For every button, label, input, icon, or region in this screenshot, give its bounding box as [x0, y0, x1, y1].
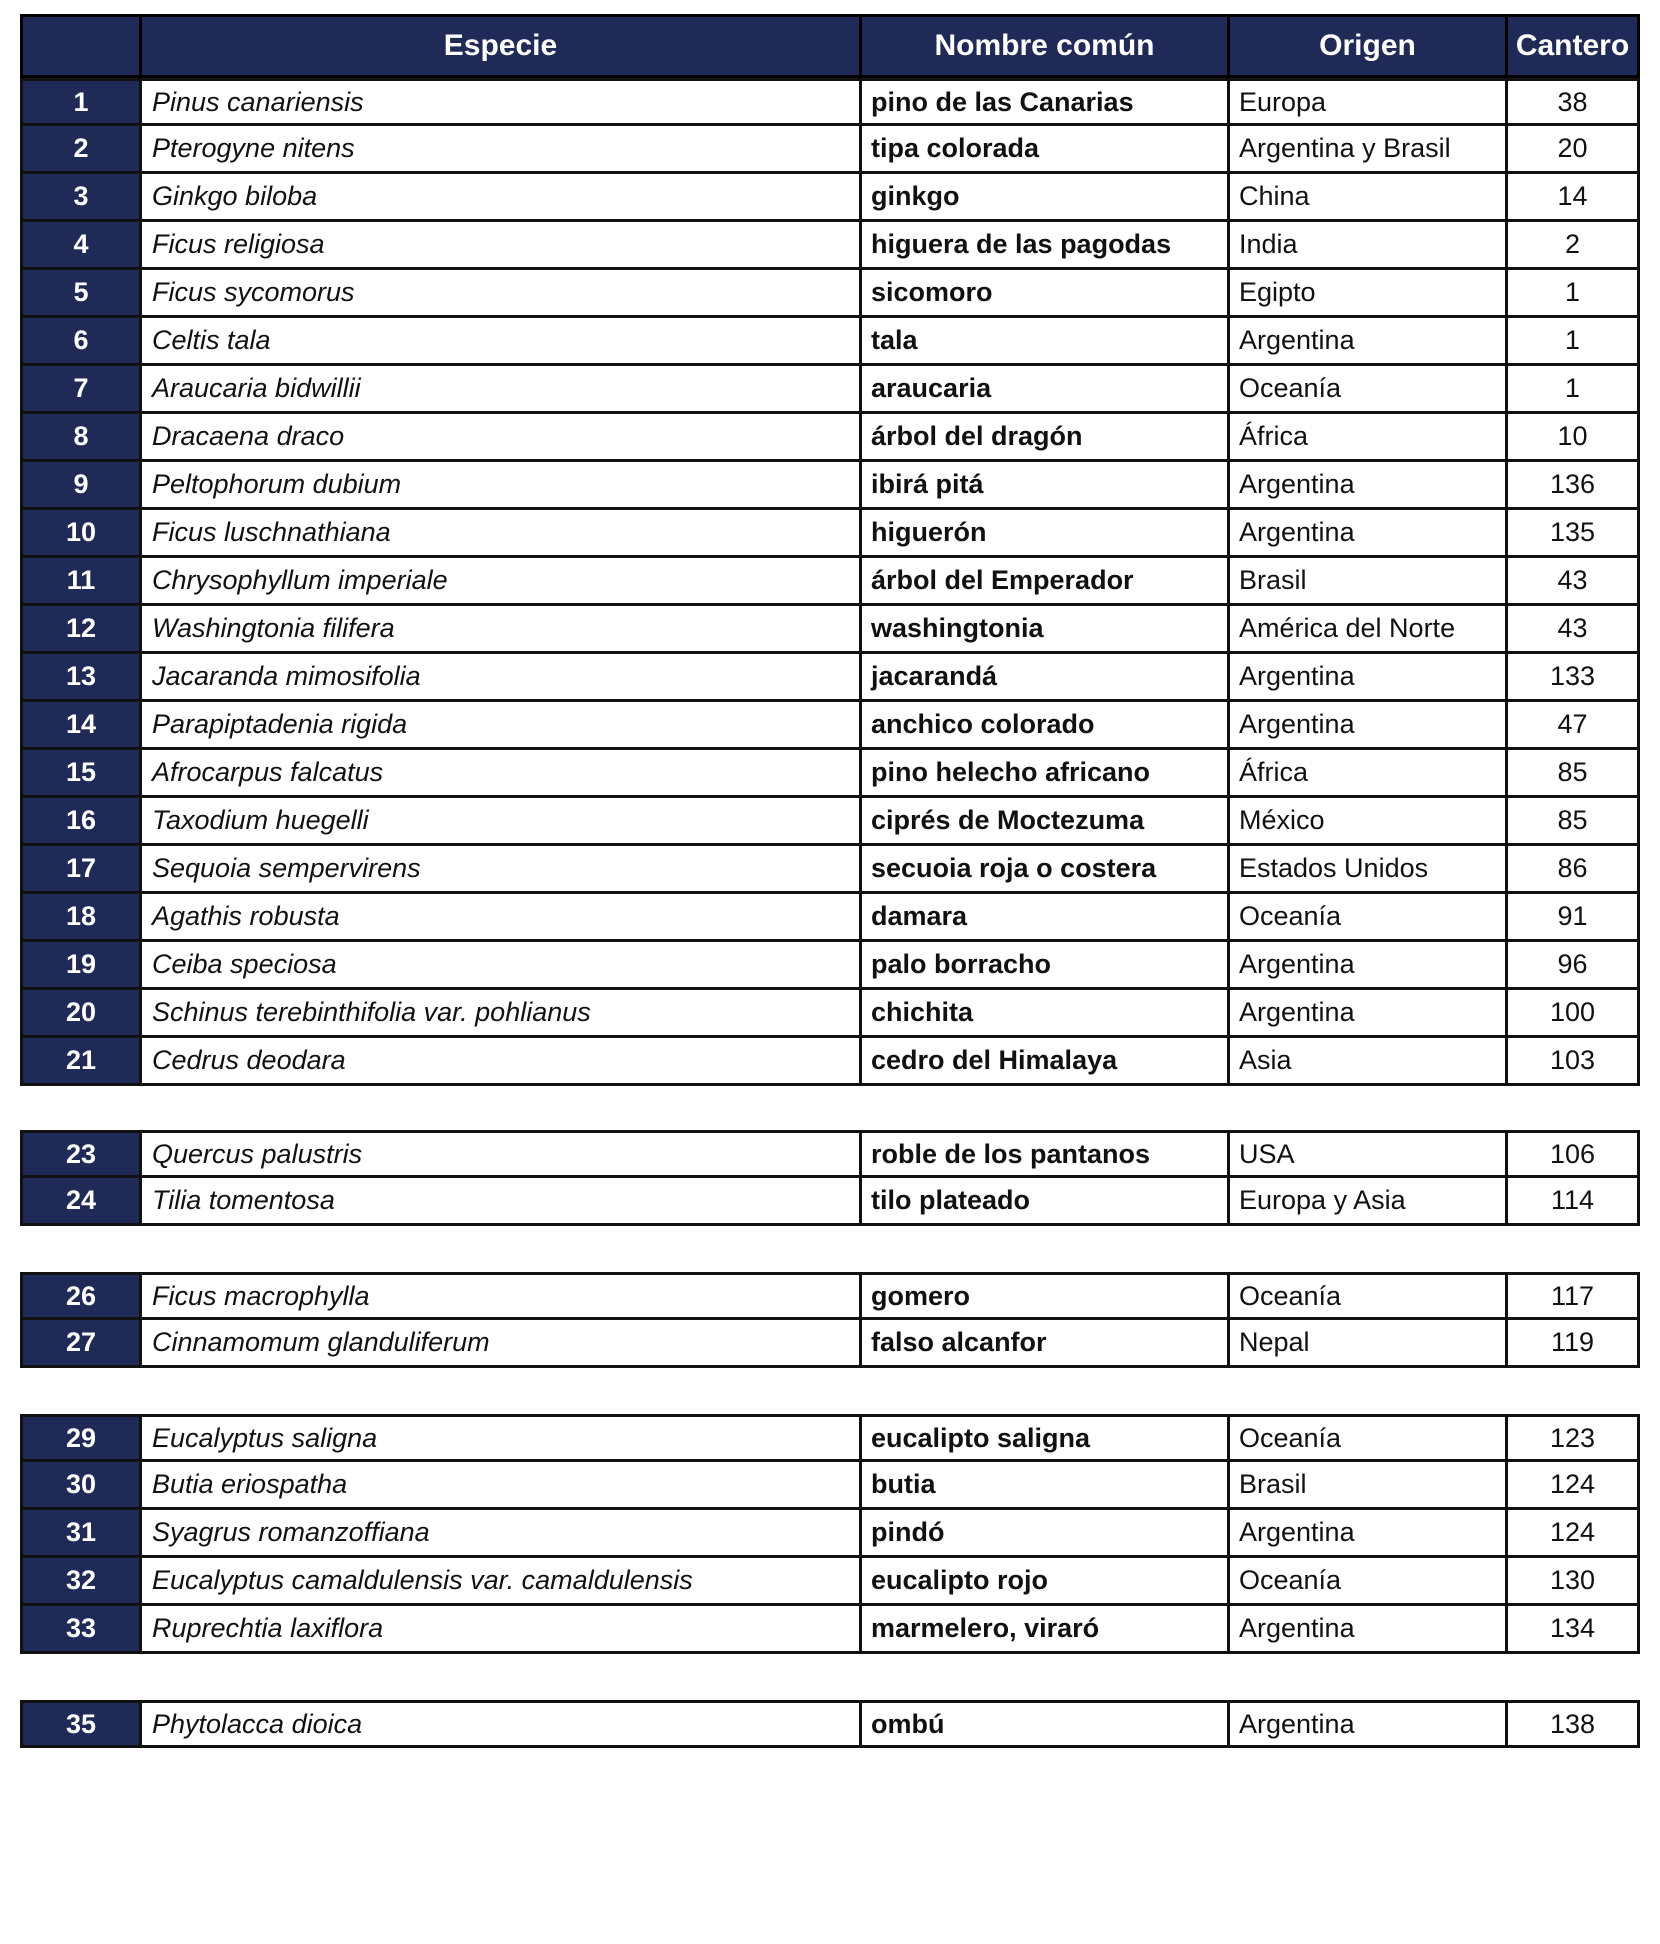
column-header-cantero: Cantero: [1508, 14, 1640, 78]
table-row: [20, 606, 1640, 654]
cell-especie: Ceiba speciosa: [142, 942, 862, 990]
cell-cantero: 85: [1508, 750, 1640, 798]
cell-cantero: 123: [1508, 1414, 1640, 1462]
table-row: [20, 366, 1640, 414]
cell-origen: Oceanía: [1230, 1414, 1508, 1462]
cell-nombre-comun: chichita: [862, 990, 1230, 1038]
cell-nombre-comun: falso alcanfor: [862, 1320, 1230, 1368]
cell-origen: Argentina y Brasil: [1230, 126, 1508, 174]
cell-nombre-comun: palo borracho: [862, 942, 1230, 990]
cell-origen: Europa: [1230, 78, 1508, 126]
table-row: [20, 1038, 1640, 1086]
cell-nombre-comun: tipa colorada: [862, 126, 1230, 174]
row-number: 15: [20, 750, 142, 798]
cell-origen: Oceanía: [1230, 894, 1508, 942]
cell-nombre-comun: ombú: [862, 1700, 1230, 1748]
cell-cantero: 100: [1508, 990, 1640, 1038]
row-number: 7: [20, 366, 142, 414]
table-body-3: [20, 1272, 1640, 1368]
row-number: 3: [20, 174, 142, 222]
cell-cantero: 96: [1508, 942, 1640, 990]
cell-cantero: 138: [1508, 1700, 1640, 1748]
table-body-5: [20, 1700, 1640, 1748]
cell-cantero: 136: [1508, 462, 1640, 510]
cell-especie: Cedrus deodara: [142, 1038, 862, 1086]
row-number: 11: [20, 558, 142, 606]
cell-especie: Tilia tomentosa: [142, 1178, 862, 1226]
row-number: 4: [20, 222, 142, 270]
block-separator: [20, 1086, 1640, 1130]
cell-nombre-comun: árbol del Emperador: [862, 558, 1230, 606]
cell-especie: Ficus religiosa: [142, 222, 862, 270]
cell-cantero: 1: [1508, 270, 1640, 318]
cell-nombre-comun: eucalipto saligna: [862, 1414, 1230, 1462]
block-separator: [20, 1226, 1640, 1272]
cell-nombre-comun: cedro del Himalaya: [862, 1038, 1230, 1086]
table-row: [20, 462, 1640, 510]
cell-especie: Jacaranda mimosifolia: [142, 654, 862, 702]
table-row: [20, 846, 1640, 894]
row-number: 27: [20, 1320, 142, 1368]
cell-nombre-comun: damara: [862, 894, 1230, 942]
species-table-block-3: [20, 1272, 1640, 1368]
cell-cantero: 38: [1508, 78, 1640, 126]
cell-cantero: 43: [1508, 558, 1640, 606]
cell-especie: Pinus canariensis: [142, 78, 862, 126]
cell-especie: Dracaena draco: [142, 414, 862, 462]
row-number: 31: [20, 1510, 142, 1558]
row-number: 18: [20, 894, 142, 942]
cell-origen: China: [1230, 174, 1508, 222]
cell-origen: Argentina: [1230, 990, 1508, 1038]
row-number: 12: [20, 606, 142, 654]
cell-nombre-comun: butia: [862, 1462, 1230, 1510]
table-row: [20, 942, 1640, 990]
cell-nombre-comun: gomero: [862, 1272, 1230, 1320]
cell-origen: África: [1230, 750, 1508, 798]
cell-nombre-comun: tilo plateado: [862, 1178, 1230, 1226]
cell-cantero: 2: [1508, 222, 1640, 270]
cell-especie: Schinus terebinthifolia var. pohlianus: [142, 990, 862, 1038]
cell-cantero: 133: [1508, 654, 1640, 702]
table-body-4: [20, 1414, 1640, 1654]
table-row: [20, 174, 1640, 222]
cell-especie: Celtis tala: [142, 318, 862, 366]
column-header-origen: Origen: [1230, 14, 1508, 78]
cell-nombre-comun: higuerón: [862, 510, 1230, 558]
cell-especie: Agathis robusta: [142, 894, 862, 942]
row-number: 8: [20, 414, 142, 462]
cell-origen: Argentina: [1230, 1510, 1508, 1558]
cell-nombre-comun: pino helecho africano: [862, 750, 1230, 798]
row-number: 5: [20, 270, 142, 318]
species-table-block-1: [20, 14, 1640, 1086]
row-number: 35: [20, 1700, 142, 1748]
cell-origen: México: [1230, 798, 1508, 846]
cell-especie: Cinnamomum glanduliferum: [142, 1320, 862, 1368]
row-number: 1: [20, 78, 142, 126]
table-row: [20, 1414, 1640, 1462]
cell-especie: Araucaria bidwillii: [142, 366, 862, 414]
cell-especie: Phytolacca dioica: [142, 1700, 862, 1748]
cell-origen: Argentina: [1230, 654, 1508, 702]
cell-nombre-comun: árbol del dragón: [862, 414, 1230, 462]
cell-origen: África: [1230, 414, 1508, 462]
cell-especie: Eucalyptus saligna: [142, 1414, 862, 1462]
table-row: [20, 1700, 1640, 1748]
row-number: 33: [20, 1606, 142, 1654]
table-row: [20, 750, 1640, 798]
cell-cantero: 106: [1508, 1130, 1640, 1178]
cell-cantero: 114: [1508, 1178, 1640, 1226]
cell-nombre-comun: jacarandá: [862, 654, 1230, 702]
table-row: [20, 894, 1640, 942]
cell-especie: Syagrus romanzoffiana: [142, 1510, 862, 1558]
cell-cantero: 86: [1508, 846, 1640, 894]
cell-especie: Sequoia sempervirens: [142, 846, 862, 894]
row-number: 32: [20, 1558, 142, 1606]
cell-origen: América del Norte: [1230, 606, 1508, 654]
table-row: [20, 1462, 1640, 1510]
cell-especie: Quercus palustris: [142, 1130, 862, 1178]
row-number: 6: [20, 318, 142, 366]
cell-cantero: 20: [1508, 126, 1640, 174]
cell-origen: Argentina: [1230, 1700, 1508, 1748]
cell-nombre-comun: ginkgo: [862, 174, 1230, 222]
cell-especie: Afrocarpus falcatus: [142, 750, 862, 798]
cell-cantero: 124: [1508, 1510, 1640, 1558]
cell-cantero: 85: [1508, 798, 1640, 846]
table-row: [20, 1510, 1640, 1558]
cell-origen: Brasil: [1230, 1462, 1508, 1510]
table-row: [20, 318, 1640, 366]
table-row: [20, 1272, 1640, 1320]
cell-especie: Ficus macrophylla: [142, 1272, 862, 1320]
table-row: [20, 558, 1640, 606]
cell-origen: Europa y Asia: [1230, 1178, 1508, 1226]
table-row: [20, 1320, 1640, 1368]
species-table-block-5: [20, 1700, 1640, 1748]
cell-nombre-comun: eucalipto rojo: [862, 1558, 1230, 1606]
cell-cantero: 134: [1508, 1606, 1640, 1654]
row-number: 24: [20, 1178, 142, 1226]
row-number: 21: [20, 1038, 142, 1086]
cell-cantero: 130: [1508, 1558, 1640, 1606]
cell-origen: Argentina: [1230, 702, 1508, 750]
cell-nombre-comun: pindó: [862, 1510, 1230, 1558]
cell-origen: India: [1230, 222, 1508, 270]
cell-especie: Peltophorum dubium: [142, 462, 862, 510]
cell-origen: Argentina: [1230, 1606, 1508, 1654]
cell-nombre-comun: secuoia roja o costera: [862, 846, 1230, 894]
cell-cantero: 1: [1508, 318, 1640, 366]
row-number: 30: [20, 1462, 142, 1510]
cell-especie: Butia eriospatha: [142, 1462, 862, 1510]
row-number: 14: [20, 702, 142, 750]
table-body-2: [20, 1130, 1640, 1226]
row-number: 2: [20, 126, 142, 174]
table-body-1: [20, 78, 1640, 1086]
column-header-nombre-comun: Nombre común: [862, 14, 1230, 78]
cell-nombre-comun: roble de los pantanos: [862, 1130, 1230, 1178]
cell-cantero: 43: [1508, 606, 1640, 654]
table-row: [20, 78, 1640, 126]
cell-nombre-comun: pino de las Canarias: [862, 78, 1230, 126]
cell-cantero: 135: [1508, 510, 1640, 558]
table-row: [20, 1606, 1640, 1654]
cell-cantero: 103: [1508, 1038, 1640, 1086]
cell-cantero: 14: [1508, 174, 1640, 222]
cell-origen: Estados Unidos: [1230, 846, 1508, 894]
table-row: [20, 1558, 1640, 1606]
table-row: [20, 1178, 1640, 1226]
table-header-row: [20, 14, 1640, 78]
species-table-block-4: [20, 1414, 1640, 1654]
cell-especie: Taxodium huegelli: [142, 798, 862, 846]
row-number: 16: [20, 798, 142, 846]
cell-origen: Nepal: [1230, 1320, 1508, 1368]
row-number: 29: [20, 1414, 142, 1462]
cell-especie: Washingtonia filifera: [142, 606, 862, 654]
row-number: 19: [20, 942, 142, 990]
cell-cantero: 119: [1508, 1320, 1640, 1368]
cell-origen: Asia: [1230, 1038, 1508, 1086]
cell-origen: Egipto: [1230, 270, 1508, 318]
table-row: [20, 510, 1640, 558]
cell-origen: Oceanía: [1230, 1558, 1508, 1606]
cell-especie: Ficus luschnathiana: [142, 510, 862, 558]
cell-nombre-comun: ibirá pitá: [862, 462, 1230, 510]
cell-origen: Argentina: [1230, 462, 1508, 510]
row-number: 17: [20, 846, 142, 894]
cell-nombre-comun: araucaria: [862, 366, 1230, 414]
cell-nombre-comun: washingtonia: [862, 606, 1230, 654]
cell-nombre-comun: marmelero, viraró: [862, 1606, 1230, 1654]
column-header-especie: Especie: [142, 14, 862, 78]
row-number: 23: [20, 1130, 142, 1178]
table-row: [20, 798, 1640, 846]
cell-nombre-comun: sicomoro: [862, 270, 1230, 318]
row-number: 26: [20, 1272, 142, 1320]
table-row: [20, 222, 1640, 270]
cell-especie: Parapiptadenia rigida: [142, 702, 862, 750]
cell-cantero: 117: [1508, 1272, 1640, 1320]
cell-nombre-comun: ciprés de Moctezuma: [862, 798, 1230, 846]
cell-origen: Argentina: [1230, 942, 1508, 990]
cell-especie: Ficus sycomorus: [142, 270, 862, 318]
column-header-rownumber: [20, 14, 142, 78]
table-row: [20, 654, 1640, 702]
species-table-block-2: [20, 1130, 1640, 1226]
cell-cantero: 124: [1508, 1462, 1640, 1510]
cell-especie: Eucalyptus camaldulensis var. camaldulensis: [142, 1558, 862, 1606]
table-row: [20, 270, 1640, 318]
block-separator: [20, 1368, 1640, 1414]
cell-origen: USA: [1230, 1130, 1508, 1178]
cell-especie: Pterogyne nitens: [142, 126, 862, 174]
row-number: 13: [20, 654, 142, 702]
cell-origen: Oceanía: [1230, 366, 1508, 414]
row-number: 9: [20, 462, 142, 510]
cell-origen: Argentina: [1230, 318, 1508, 366]
table-row: [20, 414, 1640, 462]
cell-nombre-comun: higuera de las pagodas: [862, 222, 1230, 270]
table-row: [20, 126, 1640, 174]
cell-especie: Chrysophyllum imperiale: [142, 558, 862, 606]
cell-especie: Ginkgo biloba: [142, 174, 862, 222]
cell-nombre-comun: tala: [862, 318, 1230, 366]
cell-cantero: 47: [1508, 702, 1640, 750]
cell-cantero: 10: [1508, 414, 1640, 462]
cell-nombre-comun: anchico colorado: [862, 702, 1230, 750]
cell-cantero: 1: [1508, 366, 1640, 414]
table-row: [20, 1130, 1640, 1178]
block-separator: [20, 1654, 1640, 1700]
cell-origen: Argentina: [1230, 510, 1508, 558]
cell-cantero: 91: [1508, 894, 1640, 942]
row-number: 20: [20, 990, 142, 1038]
table-row: [20, 990, 1640, 1038]
cell-origen: Oceanía: [1230, 1272, 1508, 1320]
cell-especie: Ruprechtia laxiflora: [142, 1606, 862, 1654]
cell-origen: Brasil: [1230, 558, 1508, 606]
row-number: 10: [20, 510, 142, 558]
table-row: [20, 702, 1640, 750]
